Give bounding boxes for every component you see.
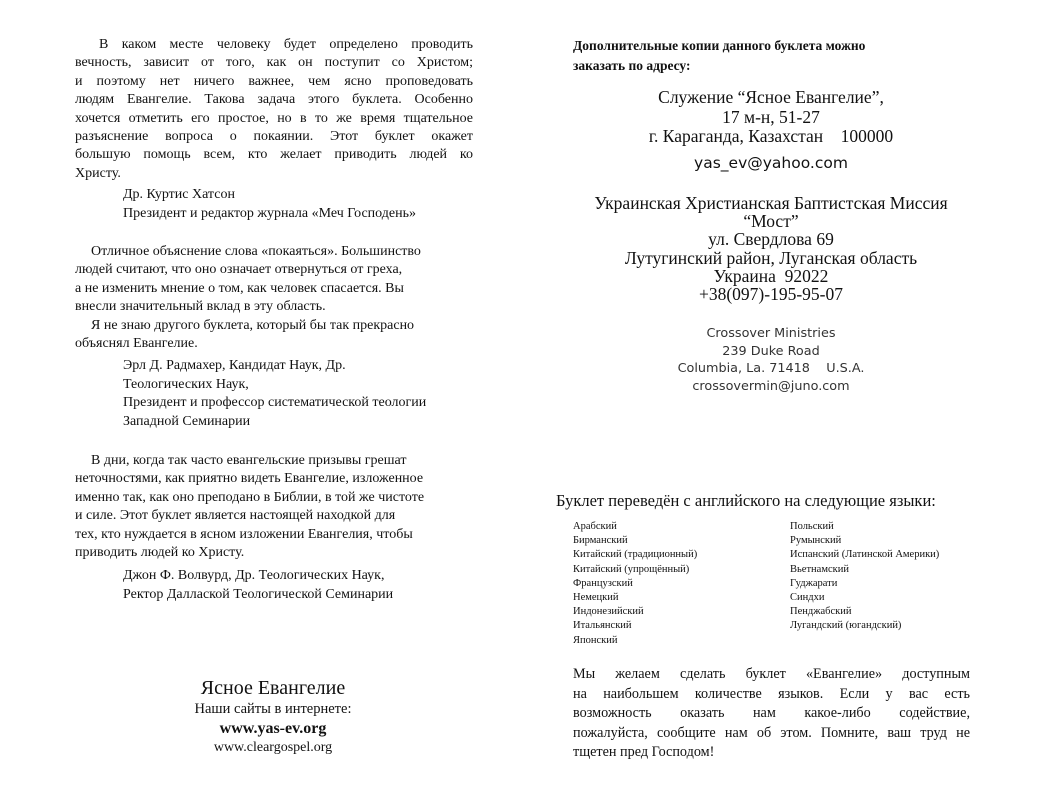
signature-radmacher: [123, 357, 426, 431]
language-item: Итальянский: [573, 620, 632, 632]
language-item: Вьетнамский: [790, 563, 849, 575]
signature-line: Теологических Наук,: [123, 376, 249, 392]
address-line: Служение “Ясное Евангелие”,: [658, 87, 884, 107]
signature-hutson: [123, 186, 416, 223]
address-line: 239 Duke Road: [722, 343, 820, 359]
site-link-primary[interactable]: www.yas-ev.org: [219, 720, 327, 737]
footer-subtitle: Наши сайты в интернете:: [194, 701, 352, 717]
paragraph-line: Я не знаю другого буклета, который бы так прекрасно: [91, 317, 415, 333]
address-line: г. Караганда, Казахстан 100000: [648, 126, 894, 146]
signature-line: Ректор Даллаской Теологической Семинарии: [123, 586, 394, 602]
endorsement-walvoord: [75, 452, 473, 562]
paragraph-line: и силе. Этот буклет является настоящей находкой для: [75, 508, 396, 524]
language-item: Румынский: [790, 535, 842, 547]
email-karaganda[interactable]: yas_ev@yahoo.com: [694, 154, 848, 172]
paragraph-line: объяснял Евангелие.: [75, 336, 198, 352]
language-item: Китайский (традиционный): [573, 549, 698, 561]
paragraph-line: большую помощь всем, кто желает приводить людей ко: [75, 147, 473, 163]
address-line: Лутугинский район, Луганская область: [624, 247, 918, 268]
endorsement-hutson: [75, 36, 473, 183]
paragraph-line: внесли значительный вклад в эту область.: [75, 299, 326, 315]
paragraph-line: вечность, зависит от того, как он поступит со Христом;: [75, 55, 473, 71]
phone-number: +38(097)-195-95-07: [698, 284, 843, 305]
closing-line: Мы желаем сделать буклет «Евангелие» доступным: [573, 666, 970, 682]
paragraph-line: Христу.: [75, 165, 121, 181]
closing-paragraph: [573, 665, 970, 763]
language-item: Индонезийский: [573, 606, 644, 618]
languages-list-col1: [573, 520, 697, 648]
paragraph-line: Отличное объяснение слова «покаяться». Большинство: [91, 244, 421, 259]
address-line: Украинская Христианская Баптистская Миссия: [594, 193, 948, 213]
closing-line: на наибольшем количестве языков. Если у вас есть: [573, 685, 970, 702]
paragraph-line: а не изменить мнение о том, как человек спасается. Вы: [75, 280, 404, 296]
language-item: Пенджабский: [790, 606, 852, 618]
signature-line: Президент и редактор журнала «Меч Господень»: [123, 205, 416, 221]
paragraph-line: людей считают, что оно означает отвернуться от греха,: [75, 262, 403, 278]
languages-heading: Буклет переведён с английского на следующие языки:: [556, 491, 936, 510]
paragraph-line: людям Евангелие. Такова задача этого буклета. Особенно: [75, 92, 473, 108]
paragraph-line: именно так, как оно преподано в Библии, в той же чистоте: [75, 489, 425, 505]
language-item: Испанский (Латинской Америки): [790, 549, 940, 561]
signature-line: Президент и профессор систематической теологии: [123, 395, 427, 411]
paragraph-line: приводить людей ко Христу.: [75, 545, 245, 561]
paragraph-line: В каком месте человеку будет определено проводить: [99, 37, 473, 52]
paragraph-line: разъяснение вопроса о покаянии. Этот буклет окажет: [75, 129, 473, 145]
language-item: Немецкий: [573, 592, 619, 604]
language-item: Польский: [790, 521, 834, 532]
closing-line: возможность оказать нам какое-либо содействие,: [573, 705, 970, 721]
paragraph-line: и поэтому нет ничего важнее, чем ясно проповедовать: [75, 73, 473, 89]
left-footer: [123, 676, 423, 757]
paragraph-line: тех, кто нуждается в ясном изложении Евангелия, чтобы: [75, 526, 413, 542]
order-heading-line: заказать по адресу:: [573, 57, 691, 73]
address-karaganda: [571, 88, 971, 147]
endorsement-radmacher: [75, 243, 473, 353]
closing-line: пожалуйста, сообщите нам об этом. Помните, ваш труд не: [573, 724, 970, 741]
address-line: Columbia, La. 71418 U.S.A.: [677, 361, 865, 376]
paragraph-line: неточностями, как приятно видеть Евангелие, изложенное: [75, 471, 424, 487]
address-line: 17 м-н, 51-27: [722, 106, 820, 127]
signature-line: Западной Семинарии: [123, 413, 251, 429]
signature-walvoord: [123, 567, 393, 604]
signature-line: Эрл Д. Радмахер, Кандидат Наук, Др.: [123, 358, 346, 373]
address-line: Crossover Ministries: [706, 326, 836, 341]
address-line: ул. Свердлова 69: [708, 229, 834, 250]
language-item: Лугандский (югандский): [790, 620, 902, 632]
closing-line: тщетен пред Господом!: [573, 744, 715, 760]
site-link-secondary[interactable]: www.cleargospel.org: [213, 740, 333, 755]
email-crossover[interactable]: crossovermin@juno.com: [692, 378, 850, 394]
footer-title: Ясное Евангелие: [200, 677, 346, 699]
language-item: Арабский: [573, 521, 617, 532]
signature-line: Др. Куртис Хатсон: [123, 187, 235, 202]
paragraph-line: хочется отметить его простое, но в то же время тщательное: [75, 110, 473, 126]
language-item: Китайский (упрощённый): [573, 563, 690, 575]
address-most-mission: [543, 194, 999, 303]
paragraph-line: В дни, когда так часто евангельские призывы грешат: [91, 453, 407, 468]
language-item: Французский: [573, 577, 633, 589]
address-line: Украина 92022: [713, 265, 829, 286]
language-item: Японский: [573, 634, 618, 646]
languages-list-col2: [790, 520, 939, 634]
address-crossover: [571, 325, 971, 395]
signature-line: Джон Ф. Волвурд, Др. Теологических Наук,: [123, 568, 385, 583]
order-heading: [573, 36, 865, 75]
language-item: Синдхи: [790, 592, 825, 604]
address-line: “Мост”: [743, 211, 799, 232]
language-item: Гуджарати: [790, 577, 838, 589]
order-heading-line: Дополнительные копии данного буклета можно: [573, 38, 866, 53]
language-item: Бирманский: [573, 535, 628, 547]
